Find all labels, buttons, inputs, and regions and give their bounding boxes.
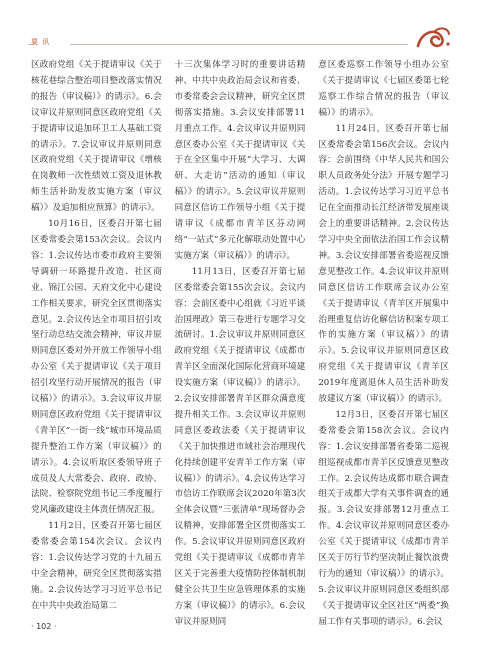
header-rule <box>70 44 408 45</box>
paragraph: 10月16日，区委召开第七届区委常委会第153次会议。会议内容：1.会议传达市委市政府主要领导调研一环路提升改造、社区商业、锦江公园、天府文化中心建设工作相关要求，研究全区贯彻落实意见。2.会议传达全市项目招引攻坚行动总结交流会精神，审议并原则同意区委对外开放工作领导小组办公室《关于提请审议《关于项目招引攻坚行动开展情况的报告（审议稿）》的请示》。3.会议审议并原则同意区政府党组《关于提请审议《青羊区“一街一线”城市环境品质提升整治工作方案（审议稿）》的请示》。4.会议听取区委领导班子成员及人大常委会、政府、政协、法院、检察院党组书记三季度履行党风廉政建设主体责任情况汇报。 <box>31 219 162 516</box>
paragraph: 11月13日，区委召开第七届区委常委会第155次会议。会议内容：会前区委中心组就《习近平谈治国理政》第三卷进行专题学习交流研讨。1.会议审议并原则同意区政府党组《关于提请审议《成都市青羊区全面深化国际化营商环境建设实施方案（审议稿）》的请示》。2.会议安排部署青羊区群众满意度提升相关工作。3.会议审议并原则同意区委政法委《关于提请审议《关于加快推进市域社会治理现代化持续创建平安青羊工作方案（审议稿）》的请示》。4.会议传达学习市信访工作联席会议2020年第3次全体会议暨“三张清单”现场督办会议精神，安排部署全区贯彻落实工作。5.会议审议并原则同意区政府党组《关于提请审议《成都市青羊区关于完善重大疫情防控体制机制健全公共卫生应急管理体系的实施方案（审议稿）》的请示》。6.会议审议并原则同 <box>174 266 306 627</box>
section-label: 要 讯 <box>31 38 51 46</box>
text-column-2 <box>174 58 306 627</box>
paragraph: 11月24日，区委召开第七届区委常委会第156次会议。会议内容：会前围绕《中华人民共和国公职人员政务处分法》开展专题学习活动。1.会议传达学习习近平总书记在全面推动长江经济带发展座谈会上的重要讲话精神。2.会议传达学习中央全面依法治国工作会议精神。3.会议安排部署省委巡视反馈意见整改工作。4.会议审议并原则同意区信访工作联席会议办公室《关于提请审议《青羊区开展集中治理重复信访化解信访积案专项工作的实施方案（审议稿）》的请示》。5.会议审议并原则同意区政府党组《关于提请审议《青羊区2019年度离退休人员生活补助发放建议方案（审议稿）》的请示》。 <box>318 123 450 405</box>
paragraph: 11月2日，区委召开第七届区委常委会第154次会议。会议内容：1.会议传达学习党的十九届五中全会精神，研究全区贯彻落实措施。2.会议传达学习习近平总书记在中共中央政治局第二 <box>31 521 162 611</box>
paragraph: 十三次集体学习时的重要讲话精神、中共中央政治局会议和省委、市委常委会会议精神，研究全区贯彻落实措施。3.会议安排部署11月重点工作。4.会议审议并原则同意区委办公室《关于提请审议《关于在全区集中开展“大学习、大调研、大走访”活动的通知（审议稿）》的请示》。5.会议审议并原则同意区信访工作领导小组《关于提请审议《成都市青羊区芬动网络“一站式”多元化解联动处置中心实施方案（审议稿）》的请示》。 <box>174 60 306 261</box>
paragraph: 意区委巡察工作领导小组办公室《关于提请审议《七届区委第七轮巡察工作综合情况的报告（审议稿）》的请示》。 <box>318 60 450 118</box>
paragraph: 区政府党组《关于提请审议《关于核花巷综合整治项目整改落实情况的报告（审议稿）》的请示》。6.会议审议并原则同意区政府党组《关于提请审议追加环卫工人基础工资的请示》。7.会议审议并原则同意区政府党组《关于提请审议《增核在岗教师一次性绩效工资及退休教师生活补助发放实施方案（审议稿）》及追加相应预算》的请示》。 <box>31 60 162 214</box>
paragraph: 12月3日，区委召开第七届区委常委会第158次会议。会议内容：1.会议安排部署省委第二巡视组巡视成都市青羊区反馈意见整改工作。2.会议传达成都市联合调查组关于成都大学有关事件调查的通报。3.会议安排部署12月重点工作。4.会议审议并原则同意区委办公室《关于提请审议《成都市青羊区关于厉行节约坚决制止餐饮浪费行为的通知（审议稿）》的请示》。5.会议审议并原则同意区委组织部《关于提请审议全区社区“两委”换届工作有关事项的请示》。6.会议 <box>318 409 450 627</box>
text-column-3 <box>318 58 450 627</box>
page-number: · 102 · <box>31 622 57 631</box>
page-header <box>0 0 480 44</box>
text-column-1 <box>31 58 162 618</box>
decorative-swirl-icon <box>412 24 452 52</box>
